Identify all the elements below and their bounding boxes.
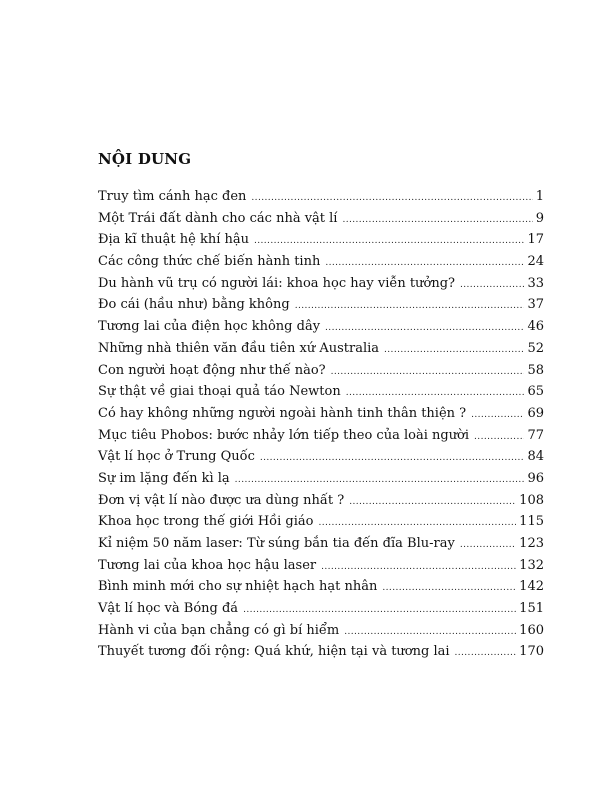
- toc-entry-page-number: 108: [519, 492, 544, 508]
- toc-entry-title: Mục tiêu Phobos: bước nhảy lớn tiếp theo của loài người: [98, 427, 470, 443]
- toc-entry: [98, 251, 544, 273]
- toc-entry: [98, 294, 544, 316]
- toc-entry: [98, 403, 544, 425]
- toc-entry-title: Vật lí học và Bóng đá: [98, 601, 239, 617]
- toc-entry-page-number: 160: [519, 622, 544, 638]
- toc-entry-page-number: 17: [527, 232, 544, 248]
- toc-entry-title: Bình minh mới cho sự nhiệt hạch hạt nhân: [98, 579, 378, 595]
- dot-leader: [321, 557, 516, 579]
- toc-entry-page-number: 115: [519, 514, 544, 530]
- toc-entry-title: Hành vi của bạn chẳng có gì bí hiểm: [98, 622, 340, 638]
- toc-entry-title: Có hay không những người ngoài hành tinh thân thiện ?: [98, 405, 467, 421]
- dot-leader: [260, 448, 525, 470]
- toc-entry: [98, 208, 544, 230]
- toc-entry-page-number: 24: [527, 254, 544, 270]
- toc-entry: [98, 511, 544, 533]
- dot-leader: [235, 470, 525, 492]
- toc-entry-title: Kỉ niệm 50 năm laser: Từ súng bắn tia đến đĩa Blu-ray: [98, 536, 455, 551]
- toc-entry-page-number: 1: [535, 189, 544, 204]
- dot-leader: [254, 231, 524, 253]
- dot-leader: [331, 362, 525, 384]
- toc-entry-title: Khoa học trong thế giới Hồi giáo: [98, 514, 314, 530]
- toc-entry-title: Địa kĩ thuật hệ khí hậu: [98, 232, 250, 248]
- dot-leader: [460, 535, 516, 557]
- toc-entry-page-number: 33: [527, 275, 544, 291]
- toc-entry-page-number: 46: [527, 319, 544, 335]
- toc-entry: [98, 425, 544, 447]
- toc-entry: [98, 555, 544, 577]
- toc-entry-page-number: 52: [527, 340, 544, 356]
- dot-leader: [474, 427, 524, 449]
- dot-leader: [346, 383, 525, 405]
- toc-entry-title: Vật lí học ở Trung Quốc: [98, 449, 255, 465]
- dot-leader: [382, 578, 516, 600]
- toc-entry-page-number: 37: [527, 297, 544, 313]
- dot-leader: [251, 188, 532, 210]
- dot-leader: [349, 492, 516, 514]
- toc-entry-title: Sự thật về giai thoại quả táo Newton: [98, 384, 341, 400]
- toc-entry: [98, 186, 544, 208]
- dot-leader: [471, 405, 524, 427]
- toc-entry: [98, 533, 544, 555]
- toc-entry-page-number: 151: [519, 601, 544, 617]
- toc-entry: [98, 576, 544, 598]
- toc-entry-title: Sự im lặng đến kì lạ: [98, 470, 230, 486]
- dot-leader: [243, 600, 516, 622]
- dot-leader: [342, 210, 532, 232]
- toc-entry-page-number: 84: [527, 449, 544, 465]
- toc-entry-title: Đơn vị vật lí nào được ưa dùng nhất ?: [98, 492, 345, 508]
- toc-entry: [98, 641, 544, 663]
- toc-entry-page-number: 77: [527, 427, 544, 443]
- toc-entry-page-number: 69: [527, 405, 544, 421]
- toc-heading: NỘI DUNG: [98, 150, 192, 168]
- toc-entry-title: Con người hoạt động như thế nào?: [98, 362, 326, 378]
- toc-entry-page-number: 9: [535, 210, 544, 226]
- dot-leader: [318, 513, 516, 535]
- dot-leader: [384, 340, 524, 362]
- toc-entry-page-number: 65: [527, 384, 544, 400]
- toc-entry-title: Đo cái (hầu như) bằng không: [98, 297, 290, 313]
- toc-entry: [98, 490, 544, 512]
- toc-entry-page-number: 123: [519, 536, 544, 551]
- toc-entry-title: Tương lai của khoa học hậu laser: [98, 557, 317, 573]
- toc-list: [98, 186, 544, 663]
- dot-leader: [325, 318, 524, 340]
- toc-entry-page-number: 58: [527, 362, 544, 378]
- toc-entry-title: Một Trái đất dành cho các nhà vật lí: [98, 210, 338, 226]
- toc-entry: [98, 446, 544, 468]
- toc-entry-page-number: 142: [519, 579, 544, 595]
- toc-entry-page-number: 132: [519, 557, 544, 573]
- dot-leader: [344, 622, 516, 644]
- toc-entry-title: Các công thức chế biến hành tinh: [98, 254, 321, 270]
- toc-entry: [98, 229, 544, 251]
- toc-entry: [98, 338, 544, 360]
- toc-entry: [98, 620, 544, 642]
- dot-leader: [295, 296, 525, 318]
- toc-entry: [98, 360, 544, 382]
- toc-entry-page-number: 170: [519, 644, 544, 660]
- toc-entry-title: Truy tìm cánh hạc đen: [98, 189, 247, 204]
- toc-entry-title: Tương lai của điện học không dây: [98, 319, 321, 335]
- dot-leader: [325, 253, 524, 275]
- toc-entry: [98, 598, 544, 620]
- toc-entry: [98, 381, 544, 403]
- toc-entry-title: Thuyết tương đối rộng: Quá khứ, hiện tại và tương lai: [98, 644, 450, 660]
- toc-entry-page-number: 96: [527, 470, 544, 486]
- toc-entry: [98, 316, 544, 338]
- toc-entry-title: Du hành vũ trụ có người lái: khoa học hay viễn tưởng?: [98, 275, 455, 291]
- toc-entry: [98, 468, 544, 490]
- toc-entry: [98, 273, 544, 295]
- dot-leader: [455, 643, 517, 665]
- dot-leader: [460, 275, 524, 297]
- toc-entry-title: Những nhà thiên văn đầu tiên xứ Australia: [98, 340, 380, 356]
